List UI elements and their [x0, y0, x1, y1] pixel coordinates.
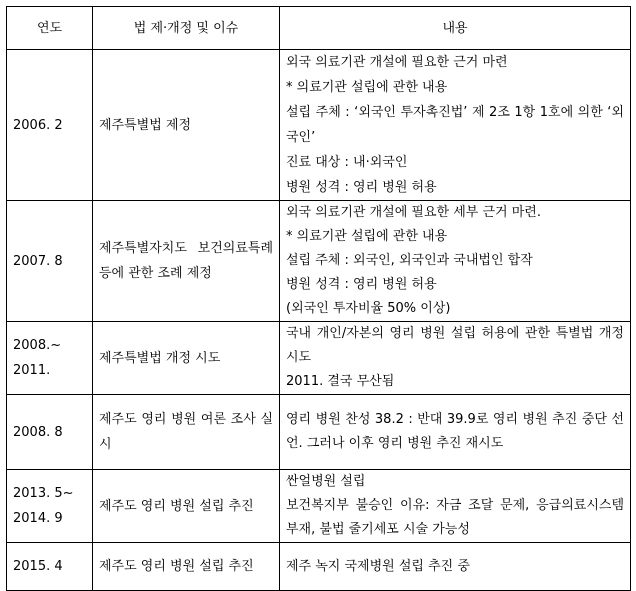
- content-cell: [280, 50, 631, 201]
- content-cell: [280, 470, 631, 543]
- law-cell: 제주특별법 제정: [93, 50, 280, 201]
- law-history-table: [6, 6, 631, 591]
- content-cell: [280, 395, 631, 470]
- content-line: 국내 개인/자본의 영리 병원 설립 허용에 관한 특별법 개정 시도: [286, 326, 624, 365]
- table-row: [7, 201, 631, 322]
- content-line: 설립 주체 : ‘외국인 투자촉진법’ 제 2조 1항 1호에 의한 ‘외국인’: [286, 105, 624, 145]
- header-content: 내용: [280, 7, 631, 50]
- year-cell: 2008.~ 2011.: [7, 322, 93, 395]
- content-line: (외국인 투자비율 50% 이상): [286, 301, 451, 316]
- table-row: [7, 50, 631, 201]
- content-line: * 의료기관 설립에 관한 내용: [286, 229, 448, 244]
- content-line: 2011. 결국 무산됨: [286, 374, 395, 389]
- content-line: 보건복지부 불승인 이유: 자금 조달 문제, 응급의료시스템 부재, 불법 줄기세포 시술 가능성: [286, 498, 624, 537]
- table-row: [7, 543, 631, 591]
- content-line: 영리 병원 찬성 38.2 : 반대 39.9로 영리 병원 추진 중단 선언. 그러나 이후 영리 병원 추진 재시도: [286, 412, 624, 451]
- content-line: * 의료기관 설립에 관한 내용: [286, 80, 448, 95]
- content-line: 외국 의료기관 개설에 필요한 세부 근거 마련.: [286, 205, 541, 220]
- content-line: 병원 성격 : 영리 병원 허용: [286, 277, 437, 292]
- table-row: [7, 470, 631, 543]
- content-line: 병원 성격 : 영리 병원 허용: [286, 180, 437, 195]
- content-line: 싼얼병원 설립: [286, 474, 366, 489]
- content-line: 설립 주체 : 외국인, 외국인과 국내법인 합작: [286, 253, 533, 268]
- content-line: 제주 녹지 국제병원 설립 추진 중: [286, 559, 470, 574]
- header-year: 연도: [7, 7, 93, 50]
- year-cell: 2015. 4: [7, 543, 93, 591]
- table-row: [7, 322, 631, 395]
- table-row: [7, 395, 631, 470]
- header-law: 법 제·개정 및 이슈: [93, 7, 280, 50]
- content-line: 외국 의료기관 개설에 필요한 근거 마련: [286, 55, 508, 70]
- law-cell: 제주도 영리 병원 설립 추진: [93, 470, 280, 543]
- law-cell: 제주특별자치도 보건의료특례 등에 관한 조례 제정: [93, 201, 280, 322]
- content-cell: [280, 322, 631, 395]
- law-cell: 제주특별법 개정 시도: [93, 322, 280, 395]
- content-cell: [280, 543, 631, 591]
- content-line: 진료 대상 : 내·외국인: [286, 155, 408, 170]
- law-cell: 제주도 영리 병원 설립 추진: [93, 543, 280, 591]
- year-cell: 2006. 2: [7, 50, 93, 201]
- law-cell: 제주도 영리 병원 여론 조사 실시: [93, 395, 280, 470]
- content-cell: [280, 201, 631, 322]
- year-cell: 2008. 8: [7, 395, 93, 470]
- header-row: [7, 7, 631, 50]
- year-cell: 2007. 8: [7, 201, 93, 322]
- year-cell: 2013. 5~ 2014. 9: [7, 470, 93, 543]
